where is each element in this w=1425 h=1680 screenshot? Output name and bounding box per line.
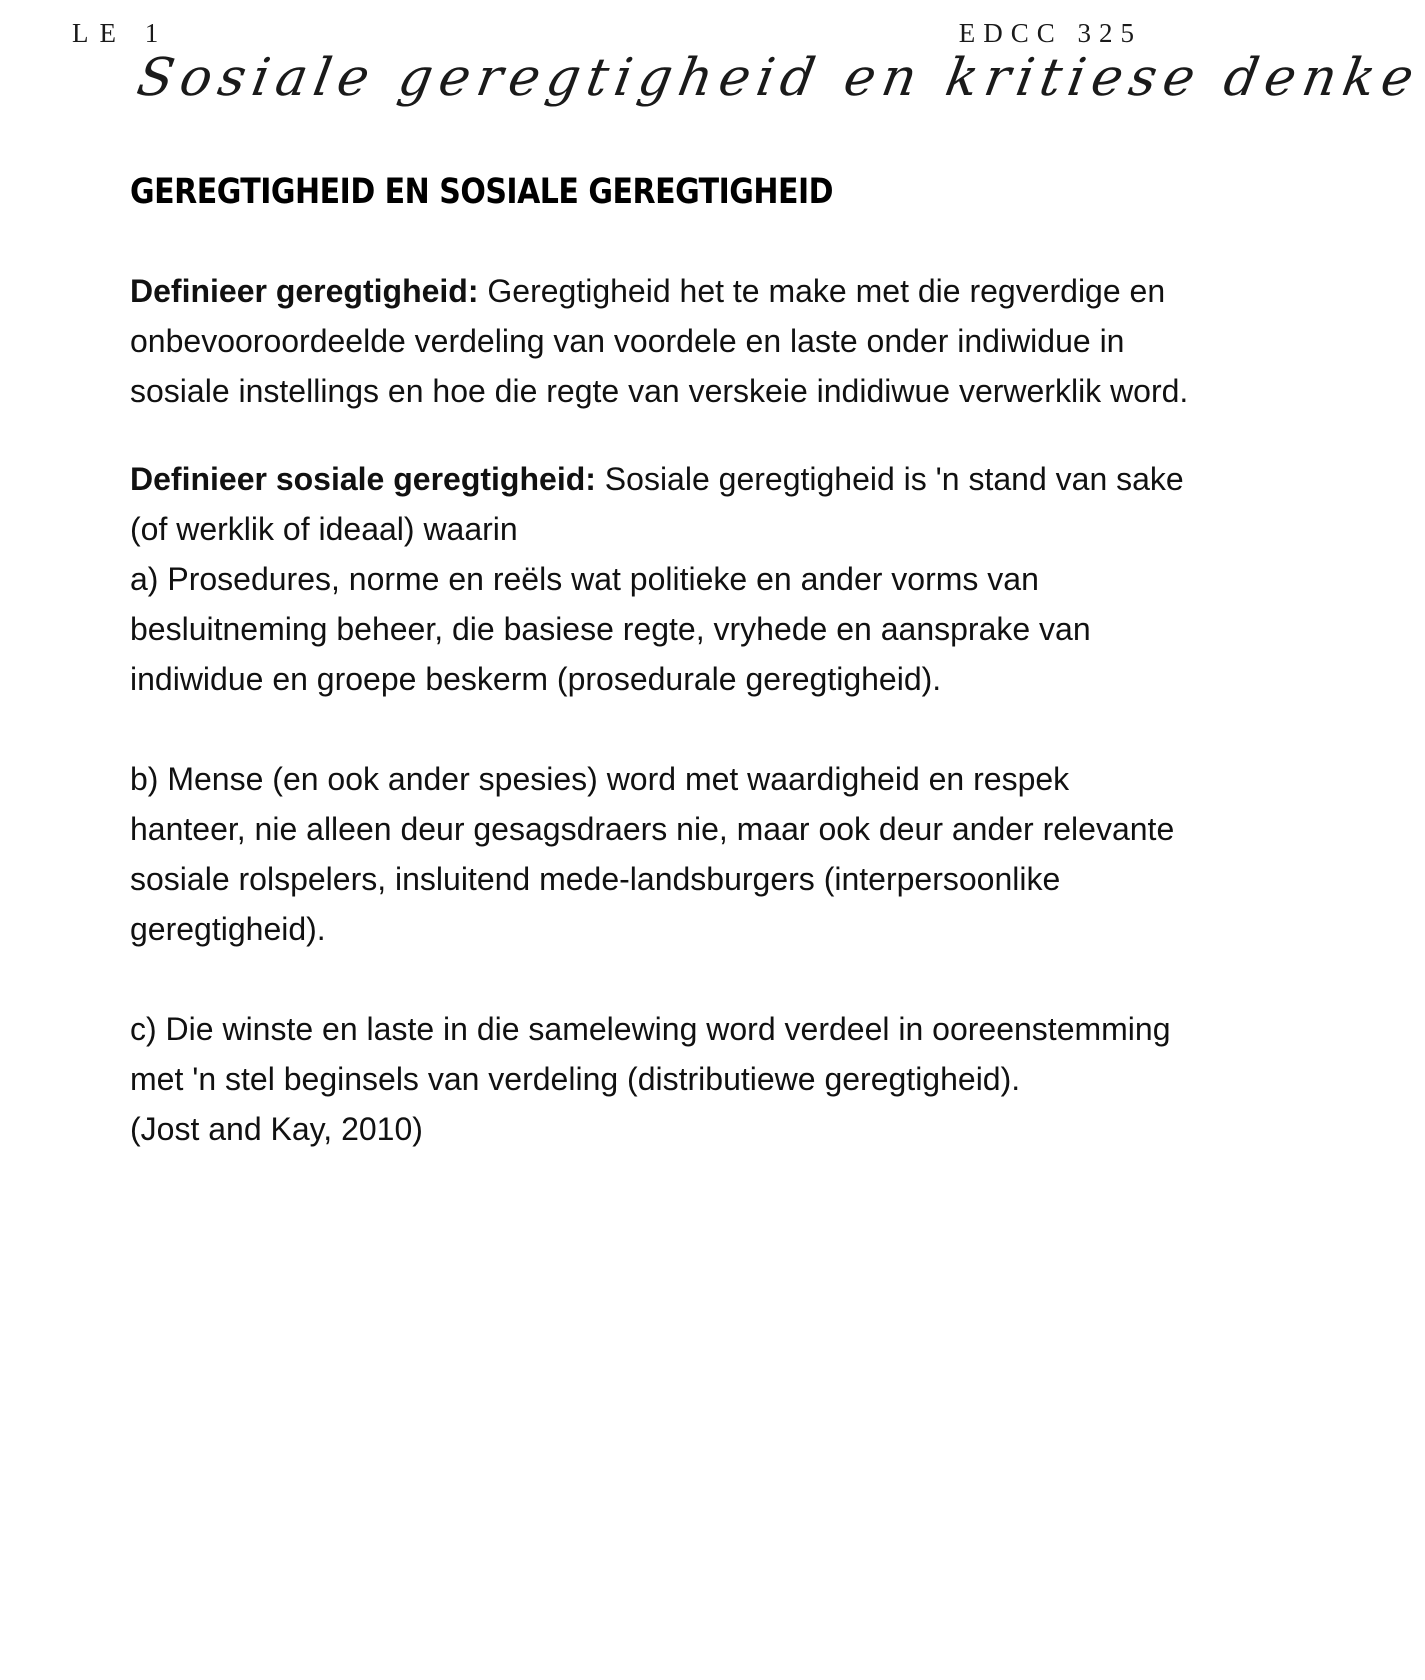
lecture-label: LE 1 [72, 18, 170, 48]
list-item-procedural: a) Prosedures, norme en reëls wat politieke en ander vorms van besluitneming beheer, die basiese regte, vryhede en aansprake van indiwidue en groepe beskerm (prosedurale geregtigheid). [130, 561, 1091, 697]
definition-justice [130, 266, 1190, 416]
list-item-distributive: c) Die winste en laste in die samelewing word verdeel in ooreenstemming met 'n stel beginsels van verdeling (distributiewe geregtigheid). [130, 1011, 1171, 1097]
list-item-interpersonal: b) Mense (en ook ander spesies) word met waardigheid en respek hanteer, nie alleen deur gesagsdraers nie, maar ook deur ander relevante sosiale rolspelers, insluitend mede-landsburgers (interpersoonlike geregtigheid). [130, 761, 1175, 947]
document-body [130, 266, 1190, 1154]
course-code: EDCC 325 [958, 18, 1142, 48]
section-heading: GEREGTIGHEID EN SOSIALE GEREGTIGHEID [130, 172, 834, 213]
definition-social-justice [130, 454, 1190, 554]
definition-text: Sosiale geregtigheid is 'n stand van sake (of werklik of ideaal) waarin [130, 461, 1184, 547]
citation: (Jost and Kay, 2010) [130, 1111, 423, 1147]
page-title: Sosiale geregtigheid en kritiese denke [132, 48, 1425, 108]
definition-term: Definieer geregtigheid: [130, 273, 479, 309]
definition-term: Definieer sosiale geregtigheid: [130, 461, 596, 497]
definition-text: Geregtigheid het te make met die regverdige en onbevooroordeelde verdeling van voordele en laste onder indiwidue in sosiale instellings en hoe die regte van verskeie indidiwue verwerklik word. [130, 273, 1189, 409]
